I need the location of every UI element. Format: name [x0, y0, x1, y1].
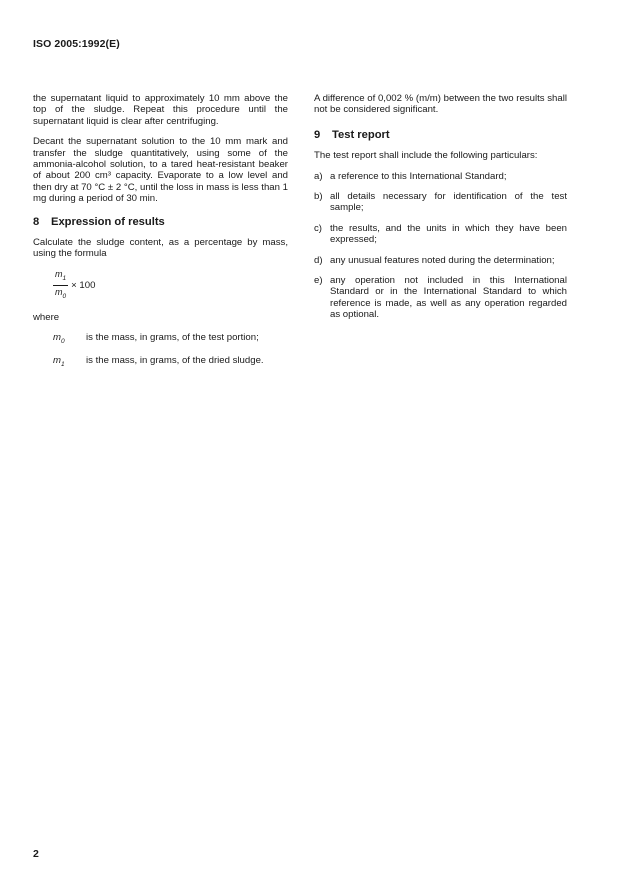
- definition-m1: [33, 355, 288, 370]
- section-9-heading: [314, 130, 567, 141]
- section-9-number: 9: [314, 128, 321, 141]
- page-number: 2: [33, 848, 39, 860]
- sludge-formula: [53, 269, 288, 302]
- document-header: ISO 2005:1992(E): [33, 38, 120, 50]
- definition-symbol: $m_0$: [53, 331, 65, 345]
- list-item-text: any operation not included in this International Standard or in the International Standard to which reference is made, as well as any operation regarded as optional.: [330, 275, 567, 321]
- list-item: [314, 255, 567, 266]
- definition-symbol: $m_1$: [53, 355, 65, 368]
- formula-denominator: $m_0$: [55, 287, 67, 300]
- list-item-label: d): [314, 254, 323, 266]
- list-item-text: the results, and the units in which they have been expressed;: [330, 222, 567, 246]
- list-item-label: c): [314, 222, 322, 234]
- section-9-title: Test report: [332, 128, 390, 141]
- section-8-number: 8: [33, 215, 40, 228]
- definition-m0: [33, 332, 288, 347]
- formula-fraction: [53, 269, 68, 302]
- continuation-paragraph: the supernatant liquid to approximately 10 mm above the top of the sludge. Repeat this procedure until the supernatant liquid is clear after centrifuging.: [33, 93, 288, 127]
- list-item-text: a reference to this International Standard;: [330, 170, 507, 182]
- definition-text: is the mass, in grams, of the dried sludge.: [86, 355, 264, 366]
- list-item: [314, 223, 567, 246]
- formula-multiplier: × 100: [71, 279, 96, 291]
- list-item-text: any unusual features noted during the determination;: [330, 254, 555, 266]
- list-item: [314, 275, 567, 321]
- list-item-label: b): [314, 191, 323, 203]
- formula-numerator: $m_1$: [53, 269, 68, 286]
- list-item: [314, 171, 567, 182]
- definition-text: is the mass, in grams, of the test portion;: [86, 331, 259, 343]
- list-item-label: e): [314, 275, 323, 287]
- decant-paragraph: Decant the supernatant solution to the 10 mm mark and transfer the sludge quantitatively, using some of the ammonia-alcohol solution, to a tared heat-resistant beaker of about 200 cm³ capacity. Evaporate to a low level and then dry at 70 °C ± 2 °C, until the loss in mass is less than 1 mg during a period of 30 min.: [33, 136, 288, 205]
- list-item-label: a): [314, 170, 323, 182]
- significance-paragraph: A difference of 0,002 % (m/m) between the two results shall not be considered significant.: [314, 93, 567, 116]
- section-8-heading: [33, 217, 288, 228]
- left-column: [33, 93, 288, 378]
- section-8-title: Expression of results: [51, 215, 165, 228]
- right-column: [314, 93, 567, 330]
- where-label: where: [33, 312, 60, 324]
- list-item: [314, 191, 567, 214]
- list-item-text: all details necessary for identification of the test sample;: [330, 191, 567, 214]
- calculation-paragraph: Calculate the sludge content, as a percentage by mass, using the formula: [33, 237, 288, 260]
- test-report-intro: The test report shall include the following particulars:: [314, 150, 538, 162]
